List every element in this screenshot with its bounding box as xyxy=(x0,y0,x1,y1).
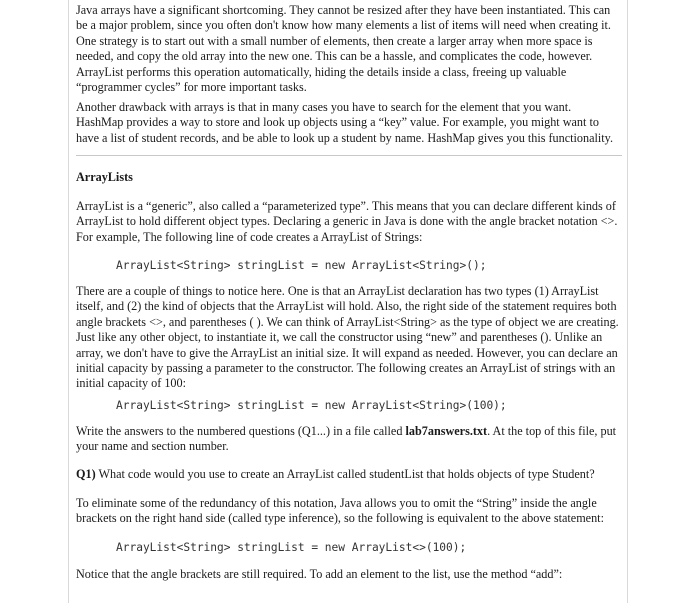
code-line-1: ArrayList<String> stringList = new ArrayList<String>(); xyxy=(116,259,487,272)
paragraph-intro: Java arrays have a significant shortcoming. They cannot be resized after they have been instantiated. This can be a major problem, since you often don't know how many elements a list of items will need when creating it. One strategy is to start out with a small number of elements, then create a larger array when more space is needed, and copy the old array into the new one. This can be a hassle, and complicates the code, however. ArrayList performs this operation automatically, hiding the details inside a class, freeing up valuable “programmer cycles” for more important tasks. xyxy=(76,3,611,95)
section-divider xyxy=(76,155,622,156)
code-line-2: ArrayList<String> stringList = new ArrayList<String>(100); xyxy=(116,399,507,412)
write-text-after: . At the top of this file, put your name and section number. xyxy=(76,424,617,454)
code-line-3: ArrayList<String> stringList = new ArrayList<>(100); xyxy=(116,541,467,554)
question-1-label: Q1) xyxy=(76,467,96,481)
write-text-before: Write the answers to the numbered questions (Q1...) in a file called xyxy=(76,424,406,438)
paragraph-hashmap: Another drawback with arrays is that in many cases you have to search for the element that you want. HashMap provides a way to store and look up objects using a “key” value. For example, you might want to have a list of student records, and be able to look up a student by name. HashMap gives you this functionality. xyxy=(76,100,614,145)
question-1-text: What code would you use to create an ArrayList called studentList that holds objects of type Student? xyxy=(95,467,595,481)
answers-filename: lab7answers.txt xyxy=(405,424,488,438)
section-heading: ArrayLists xyxy=(76,170,133,184)
paragraph-type-inference: To eliminate some of the redundancy of this notation, Java allows you to omit the “String” inside the angle brackets on the right hand side (called type inference), so the following is equivalent to the above statement: xyxy=(76,496,604,526)
paragraph-add: Notice that the angle brackets are still required. To add an element to the list, use the method “add”: xyxy=(76,567,563,581)
paragraph-notice: There are a couple of things to notice here. One is that an ArrayList declaration has two types (1) ArrayList itself, and (2) the kind of objects that the ArrayList will hold. Also, the right side of the statement requires both angle brackets <>, and parentheses ( ). We can think of ArrayList<String> as the type of object we are creating. Just like any other object, to instantiate it, we call the constructor using “new” and parentheses (). Unlike an array, we don't have to give the ArrayList an initial size. It will expand as needed. However, you can declare an initial capacity by passing a parameter to the constructor. The following creates an ArrayList of strings with an initial capacity of 100: xyxy=(76,284,619,391)
paragraph-write-answers xyxy=(76,424,621,455)
paragraph-generic: ArrayList is a “generic”, also called a “parameterized type”. This means that you can declare different kinds of ArrayList to hold different object types. Declaring a generic in Java is done with the angle bracket notation <>. For example, The following line of code creates a ArrayList of Strings: xyxy=(76,199,618,244)
question-1 xyxy=(76,467,621,482)
